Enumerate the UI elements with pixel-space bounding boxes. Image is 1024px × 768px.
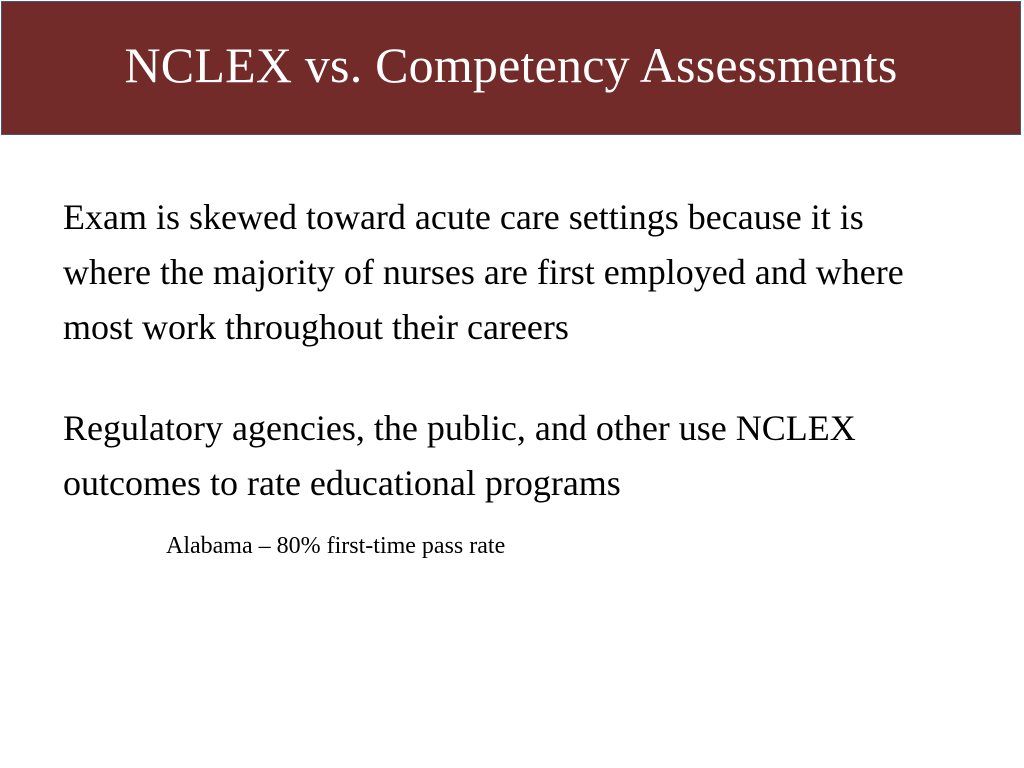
paragraph-regulatory: Regulatory agencies, the public, and other use NCLEX outcomes to rate educational programs: [63, 408, 856, 503]
sub-point-alabama: Alabama – 80% first-time pass rate: [166, 533, 506, 559]
title-bar: [1, 1, 1021, 135]
paragraph-acute-care: Exam is skewed toward acute care settings because it is where the majority of nurses are first employed and where most work throughout their careers: [63, 197, 904, 347]
slide-body: [63, 190, 963, 561]
slide-title: NCLEX vs. Competency Assessments: [124, 37, 898, 93]
